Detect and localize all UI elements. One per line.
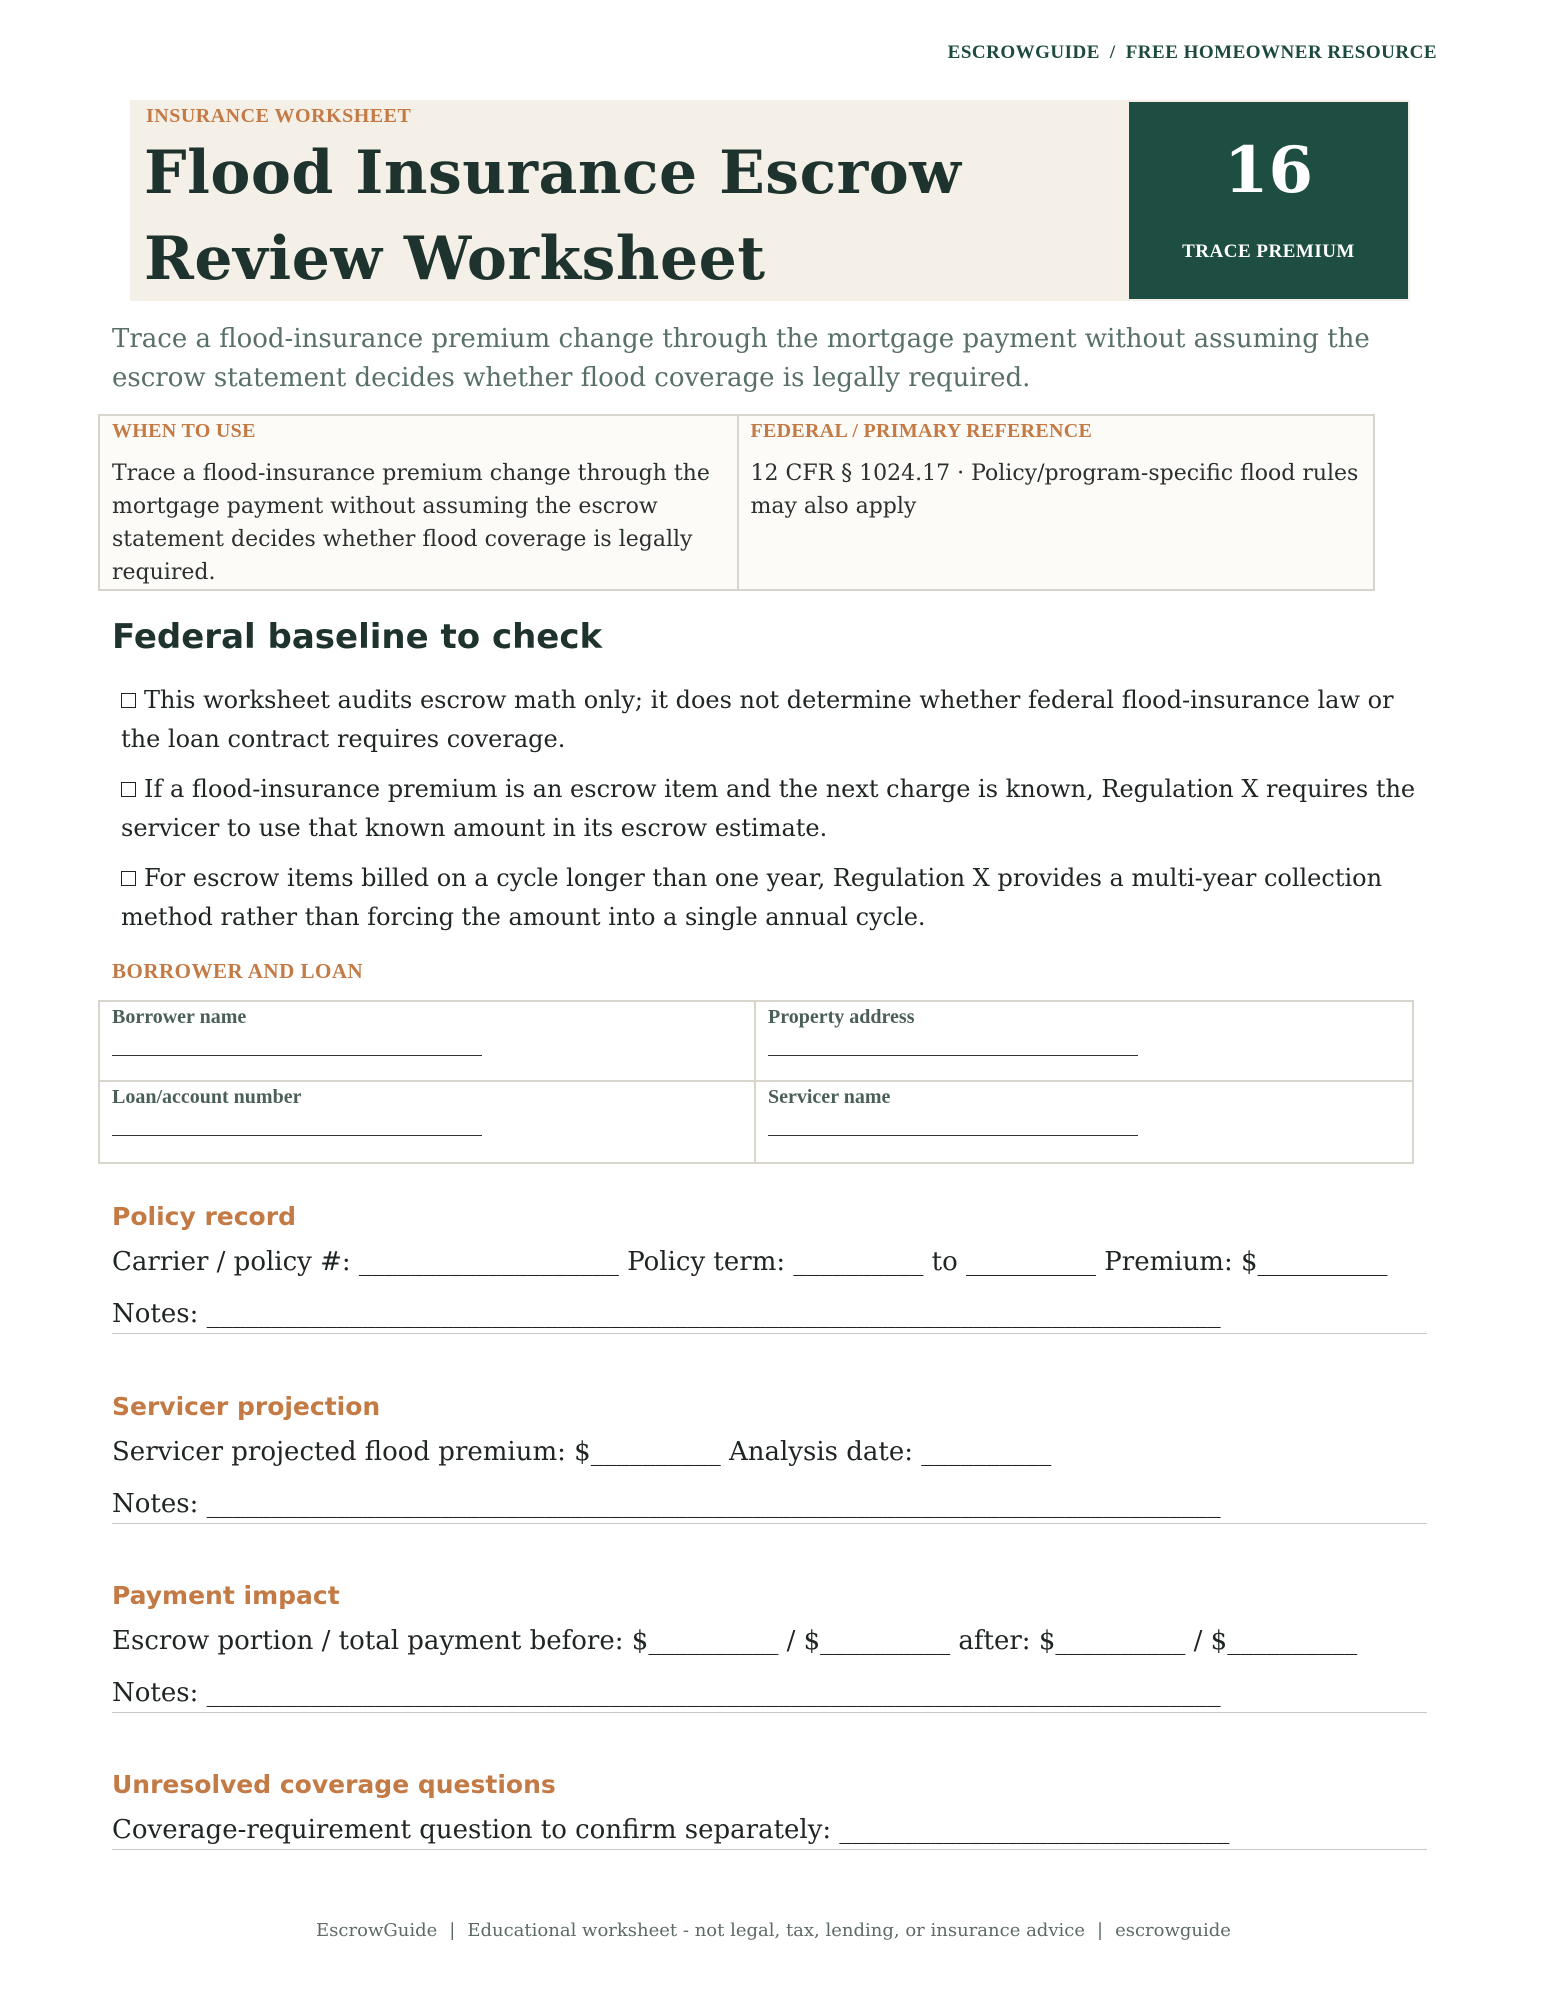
checkbox-icon[interactable]	[121, 871, 136, 886]
brand-tagline: FREE HOMEOWNER RESOURCE	[1125, 42, 1437, 63]
checkbox-icon[interactable]	[121, 693, 136, 708]
when-to-use-text: Trace a flood-insurance premium change through the mortgage payment without assuming the escrow statement decides whether flood coverage is legally required.	[112, 461, 710, 585]
policy-record-fields[interactable]: Carrier / policy #: ____________________ Policy term: __________ to __________ Premium: $__________	[112, 1247, 1388, 1277]
payment-impact-heading: Payment impact	[112, 1581, 340, 1610]
field-label: Loan/account number	[112, 1086, 302, 1108]
payment-impact-section	[112, 1581, 1427, 1713]
checklist-item-text: For escrow items billed on a cycle longer than one year, Regulation X provides a multi-year collection method rather than forcing the amount into a single annual cycle.	[121, 864, 1383, 931]
servicer-projection-section	[112, 1392, 1427, 1524]
page-footer	[0, 1920, 1547, 1941]
blank-line[interactable]	[112, 1135, 482, 1136]
badge-label: TRACE PREMIUM	[1182, 241, 1355, 262]
section-divider	[112, 1333, 1427, 1334]
footer-site: escrowguide	[1115, 1920, 1231, 1941]
blank-line[interactable]	[768, 1055, 1138, 1056]
baseline-checklist	[121, 681, 1426, 948]
reference-text: 12 CFR § 1024.17 · Policy/program-specific flood rules may also apply	[750, 461, 1359, 519]
checklist-item	[121, 859, 1426, 937]
coverage-question-field[interactable]: Coverage-requirement question to confirm separately: ______________________________	[112, 1815, 1230, 1845]
checklist-item	[121, 770, 1426, 848]
borrower-form	[98, 1000, 1414, 1164]
page-title: Flood Insurance Escrow Review Worksheet	[144, 138, 962, 294]
unresolved-questions-section	[112, 1770, 1427, 1850]
checklist-item	[121, 681, 1426, 759]
servicer-notes-field[interactable]: Notes: ______________________________________________________________________________	[112, 1489, 1221, 1519]
policy-notes-field[interactable]: Notes: ______________________________________________________________________________	[112, 1299, 1221, 1329]
field-label: Property address	[768, 1006, 915, 1028]
borrower-section-heading: BORROWER AND LOAN	[112, 959, 364, 983]
when-to-use-heading: WHEN TO USE	[112, 420, 256, 442]
property-address-field[interactable]	[756, 1002, 1412, 1082]
checkbox-icon[interactable]	[121, 782, 136, 797]
checklist-item-text: This worksheet audits escrow math only; it does not determine whether federal flood-insurance law or the loan contract requires coverage.	[121, 686, 1394, 753]
blank-line[interactable]	[768, 1135, 1138, 1136]
footer-separator: |	[449, 1920, 456, 1941]
footer-separator: |	[1096, 1920, 1104, 1941]
section-divider	[112, 1523, 1427, 1524]
baseline-heading: Federal baseline to check	[112, 617, 603, 657]
brand-name: ESCROWGUIDE	[947, 42, 1100, 63]
policy-record-section	[112, 1202, 1427, 1334]
section-divider	[112, 1712, 1427, 1713]
footer-disclaimer: Educational worksheet - not legal, tax, lending, or insurance advice	[467, 1920, 1085, 1941]
worksheet-number: 16	[1223, 133, 1314, 208]
page-subtitle: Trace a flood-insurance premium change through the mortgage payment without assuming the escrow statement decides whether flood coverage is legally required.	[112, 324, 1370, 393]
site-header-bar	[948, 42, 1437, 64]
worksheet-category: INSURANCE WORKSHEET	[146, 105, 412, 127]
checklist-item-text: If a flood-insurance premium is an escrow item and the next charge is known, Regulation X requires the servicer to use that known amount in its escrow estimate.	[121, 775, 1416, 842]
unresolved-questions-heading: Unresolved coverage questions	[112, 1770, 556, 1799]
servicer-projection-fields[interactable]: Servicer projected flood premium: $__________ Analysis date: __________	[112, 1437, 1052, 1467]
when-to-use-cell	[100, 416, 737, 589]
borrower-name-field[interactable]	[100, 1002, 756, 1082]
info-table	[98, 414, 1375, 591]
blank-line[interactable]	[112, 1055, 482, 1056]
reference-heading: FEDERAL / PRIMARY REFERENCE	[750, 420, 1093, 442]
payment-impact-fields[interactable]: Escrow portion / total payment before: $__________ / $__________ after: $__________ / $__________	[112, 1626, 1358, 1656]
field-label: Servicer name	[768, 1086, 891, 1108]
policy-record-heading: Policy record	[112, 1202, 296, 1231]
loan-number-field[interactable]	[100, 1082, 756, 1162]
servicer-projection-heading: Servicer projection	[112, 1392, 381, 1421]
payment-notes-field[interactable]: Notes: ______________________________________________________________________________	[112, 1678, 1221, 1708]
footer-brand: EscrowGuide	[316, 1920, 438, 1941]
worksheet-badge	[1129, 102, 1408, 299]
section-divider	[112, 1849, 1427, 1850]
field-label: Borrower name	[112, 1006, 247, 1028]
servicer-name-field[interactable]	[756, 1082, 1412, 1162]
header-separator: /	[1109, 42, 1116, 63]
reference-cell	[737, 416, 1374, 589]
